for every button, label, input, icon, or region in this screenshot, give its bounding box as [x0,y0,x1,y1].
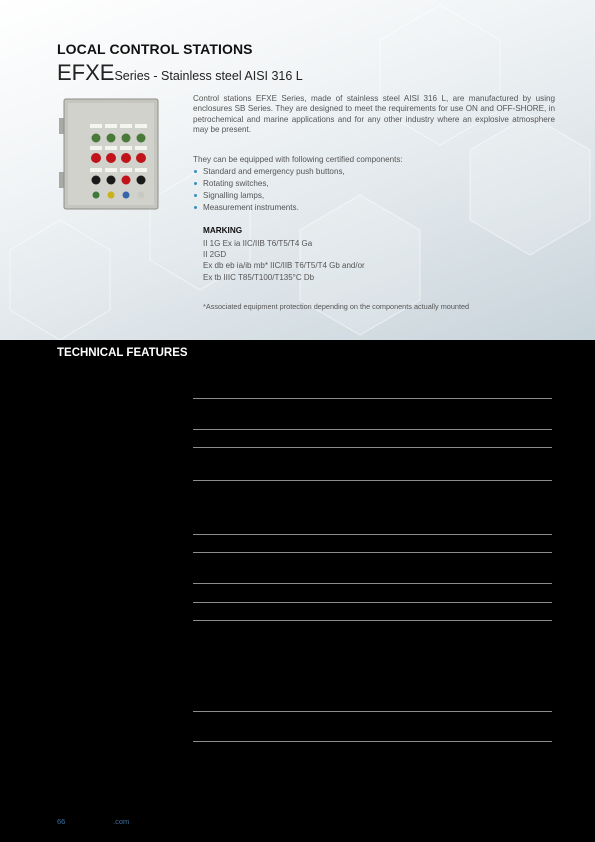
technical-features-heading: TECHNICAL FEATURES [57,347,188,359]
marking-line: Ex tb IIIC T85/T100/T135°C Db [203,272,315,282]
marking-lines [203,238,365,283]
page-number: 66 [57,817,66,826]
marking-line: II 2GD [203,250,227,260]
table-divider [193,583,552,584]
series-subtitle: Series - Stainless steel AISI 316 L [114,69,303,83]
hero-section [0,0,595,340]
marking-footnote: *Associated equipment protection depending on the components actually mounted [203,302,470,311]
series-name: EFXE [57,60,115,85]
table-divider [193,534,552,535]
marking-heading: MARKING [203,226,243,235]
components-lead: They can be equipped with following certified components: [193,155,403,164]
table-divider [193,398,552,399]
table-divider [193,429,552,430]
intro-paragraph: Control stations EFXE Series, made of stainless steel AISI 316 L, are manufactured by using enclosures SB Series. They are designed to meet the requirements for use ON and OFF-SHORE, in petrochemical and marine applications and for any other industry where an explosive atmosphere may be present. [193,94,555,135]
control-station-photo [55,96,165,211]
table-divider [193,711,552,712]
page-title: LOCAL CONTROL STATIONS [57,41,253,57]
series-title [57,60,303,86]
list-item: Rotating switches, [193,178,345,190]
list-item: Standard and emergency push buttons, [193,166,345,178]
footer-domain: .com [113,817,130,826]
table-divider [193,602,552,603]
table-divider [193,552,552,553]
table-divider [193,447,552,448]
table-divider [193,620,552,621]
page-footer [57,817,130,826]
marking-line: Ex db eb ia/ib mb* IIC/IIB T6/T5/T4 Gb and/or [203,261,365,271]
marking-line: II 1G Ex ia IIC/IIB T6/T5/T4 Ga [203,239,313,248]
components-list [193,166,345,214]
list-item: Measurement instruments. [193,202,345,214]
table-divider [193,480,552,481]
table-divider [193,741,552,742]
list-item: Signalling lamps, [193,190,345,202]
